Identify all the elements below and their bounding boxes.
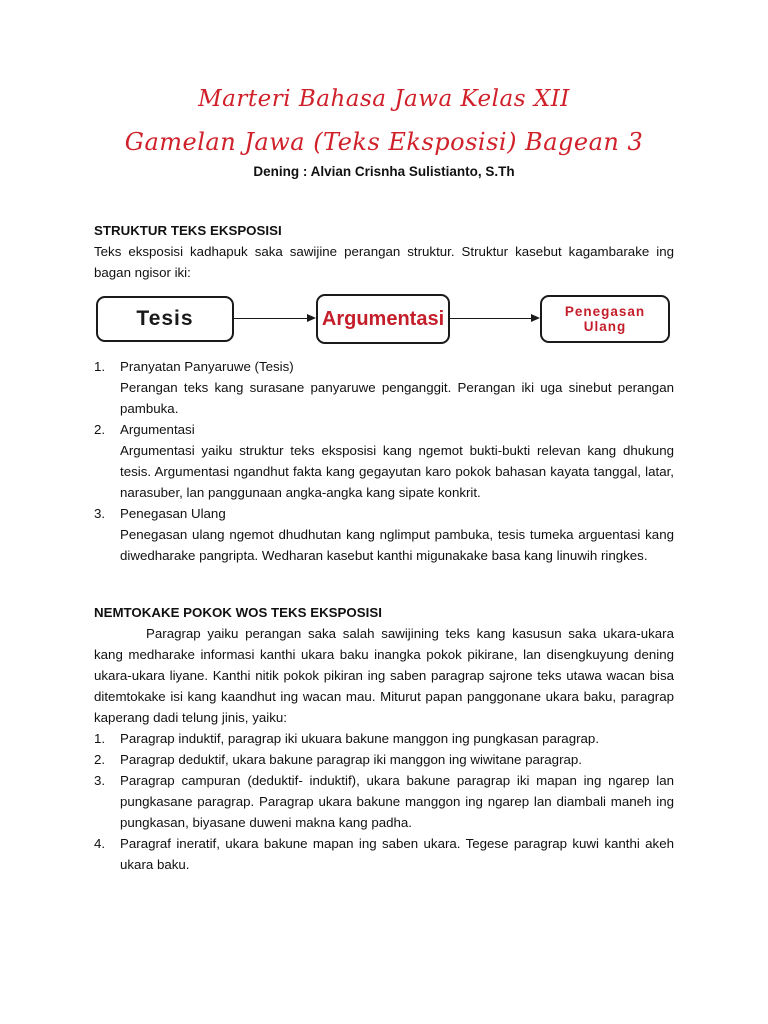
list-item-text: Paragrap induktif, paragrap iki ukuara bakune manggon ing pungkasan paragrap. bbox=[120, 731, 600, 746]
list-item-number: 4. bbox=[94, 836, 106, 851]
list-item bbox=[94, 503, 674, 566]
list-item bbox=[94, 356, 674, 419]
section1-intro-block bbox=[94, 220, 674, 283]
diagram-box-tesis bbox=[96, 296, 234, 342]
list-item bbox=[94, 833, 674, 875]
list-item-text: Paragraf ineratif, ukara bakune mapan ing saben ukara. Tegese paragrap kuwi kanthi akeh ukara baku. bbox=[120, 836, 674, 872]
list-item-title: Pranyatan Panyaruwe (Tesis) bbox=[120, 359, 294, 374]
section1-list bbox=[94, 356, 674, 566]
list-item-number: 1. bbox=[94, 359, 106, 374]
list-item-number: 3. bbox=[94, 506, 106, 521]
list-item bbox=[94, 419, 674, 503]
diagram-arrow-1 bbox=[234, 318, 314, 319]
list-item-title: Argumentasi bbox=[120, 422, 195, 437]
list-item-number: 2. bbox=[94, 422, 106, 437]
list-item-text: Perangan teks kang surasane panyaruwe penganggit. Perangan iki uga sinebut perangan pambuka. bbox=[120, 380, 674, 416]
diagram-box-penegasan bbox=[540, 295, 670, 343]
diagram-box-argumentasi-label: Argumentasi bbox=[321, 307, 445, 330]
list-item-title: Penegasan Ulang bbox=[120, 506, 226, 521]
list-item-number: 2. bbox=[94, 752, 106, 767]
list-item-text: Paragrap deduktif, ukara bakune paragrap iki manggon ing wiwitane paragrap. bbox=[120, 752, 582, 767]
section2-block bbox=[94, 602, 674, 875]
section2-heading: NEMTOKAKE POKOK WOS TEKS EKSPOSISI bbox=[94, 605, 382, 620]
list-item-text: Paragrap campuran (deduktif- induktif), ukara bakune paragrap iki mapan ing ngarep lan pungkasane paragrap. Paragrap ukara bakune manggon ing ngarep lan diambali maneh ing pungkasan, biyasane duweni makna kang padha. bbox=[120, 773, 674, 830]
author-line: Dening : Alvian Crisnha Sulistianto, S.Th bbox=[253, 164, 515, 179]
diagram-box-penegasan-line1: Penegasan bbox=[564, 304, 646, 319]
document-title-line1: Marteri Bahasa Jawa Kelas XII bbox=[198, 86, 570, 112]
diagram-box-tesis-label: Tesis bbox=[136, 307, 194, 330]
list-item bbox=[94, 770, 674, 833]
document-title-line2: Gamelan Jawa (Teks Eksposisi) Bagean 3 bbox=[124, 128, 644, 156]
list-item-text: Penegasan ulang ngemot dhudhutan kang nglimput pambuka, tesis tumeka arguentasi kang diwedharake pangripta. Wedharan kasebut kanthi migunakake basa kang linuwih ringkes. bbox=[120, 527, 674, 563]
diagram-arrow-2 bbox=[450, 318, 538, 319]
list-item bbox=[94, 749, 674, 770]
section1-intro: Teks eksposisi kadhapuk saka sawijine perangan struktur. Struktur kasebut kagambarake ing bagan ngisor iki: bbox=[94, 244, 674, 280]
structure-diagram bbox=[94, 292, 674, 346]
list-item-number: 3. bbox=[94, 773, 106, 788]
list-item-number: 1. bbox=[94, 731, 106, 746]
section1-heading: STRUKTUR TEKS EKSPOSISI bbox=[94, 223, 282, 238]
section2-paragraph: Paragrap yaiku perangan saka salah sawijining teks kang kasusun saka ukara-ukara kang medharake informasi kanthi ukara baku inangka pokok pikirane, lan disengkuyung dening ukara-ukara liyane. Kanthi nitik pokok pikiran ing saben paragrap sajrone teks utawa wacan bisa ditemtokake isi kang kaandhut ing wacan mau. Miturut papan panggonane ukara baku, paragrap kaperang dadi telung jinis, yaiku: bbox=[94, 626, 674, 725]
diagram-box-penegasan-line2: Ulang bbox=[583, 319, 627, 334]
diagram-box-argumentasi bbox=[316, 294, 450, 344]
list-item-text: Argumentasi yaiku struktur teks eksposisi kang ngemot bukti-bukti relevan kang dhukung tesis. Argumentasi ngandhut fakta kang gegayutan karo pokok bahasan kayata tanggal, latar, narasuber, lan panggunaan angka-angka kang sipate konkrit. bbox=[120, 443, 674, 500]
list-item bbox=[94, 728, 674, 749]
